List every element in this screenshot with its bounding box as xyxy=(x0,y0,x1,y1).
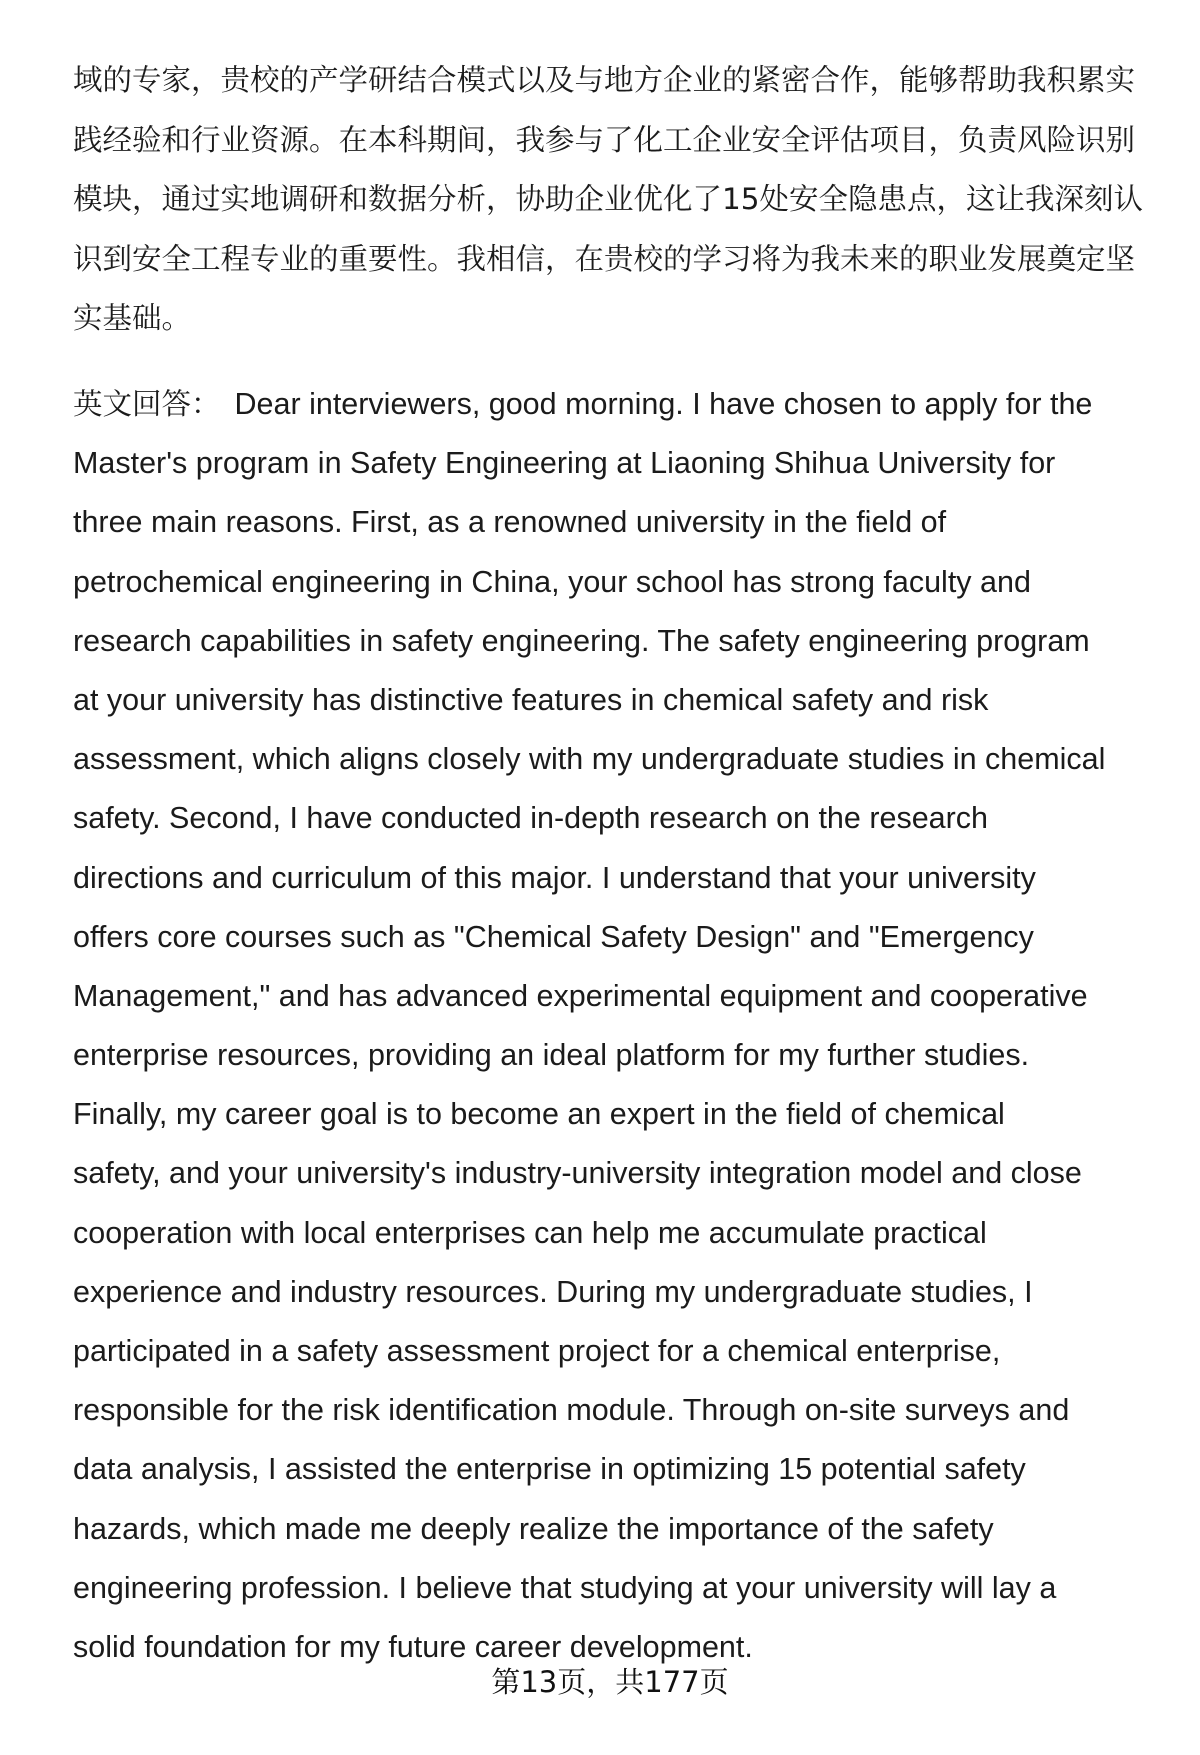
paragraph-line: safety, and your university's industry-university integration model and close xyxy=(73,1156,1082,1191)
paragraph-line: hazards, which made me deeply realize the importance of the safety xyxy=(73,1511,994,1546)
paragraph-line: Finally, my career goal is to become an expert in the field of chemical xyxy=(73,1097,1005,1132)
paragraph-line: data analysis, I assisted the enterprise in optimizing 15 potential safety xyxy=(73,1452,1026,1487)
paragraph-line: Management," and has advanced experimental equipment and cooperative xyxy=(73,978,1088,1013)
paragraph-line: experience and industry resources. During my undergraduate studies, I xyxy=(73,1274,1033,1309)
paragraph-line: directions and curriculum of this major. I understand that your university xyxy=(73,860,1036,895)
paragraph-line: 域的专家，贵校的产学研结合模式以及与地方企业的紧密合作，能够帮助我积累实 xyxy=(73,63,1136,97)
paragraph-line: research capabilities in safety engineering. The safety engineering program xyxy=(73,623,1090,658)
paragraph-line: participated in a safety assessment project for a chemical enterprise, xyxy=(73,1334,1001,1368)
paragraph-line: responsible for the risk identification module. Through on-site surveys and xyxy=(73,1393,1070,1428)
paragraph-line: three main reasons. First, as a renowned university in the field of xyxy=(73,505,947,540)
paragraph-line: 识到安全工程专业的重要性。我相信，在贵校的学习将为我未来的职业发展奠定坚 xyxy=(73,241,1136,276)
page-number: 第13页，共177页 xyxy=(491,1665,729,1699)
paragraph-line: at your university has distinctive features in chemical safety and risk xyxy=(73,682,989,717)
paragraph-line: engineering profession. I believe that studying at your university will lay a xyxy=(73,1570,1057,1605)
english-answer-paragraph xyxy=(73,375,1163,1677)
paragraph-line: Master's program in Safety Engineering at Liaoning Shihua University for xyxy=(73,446,1056,481)
paragraph-line: cooperation with local enterprises can help me accumulate practical xyxy=(73,1215,987,1250)
chinese-answer-paragraph xyxy=(73,51,1163,349)
english-answer-label: 英文回答： xyxy=(73,387,221,421)
paragraph-line-text: Dear interviewers, good morning. I have chosen to apply for the xyxy=(234,387,1093,421)
paragraph-line: assessment, which aligns closely with my undergraduate studies in chemical xyxy=(73,742,1106,777)
paragraph-line: 模块，通过实地调研和数据分析，协助企业优化了15处安全隐患点，这让我深刻认 xyxy=(73,182,1144,216)
paragraph-line: 实基础。 xyxy=(73,301,192,335)
paragraph-line-first xyxy=(73,375,1163,434)
paragraph-line: 践经验和行业资源。在本科期间，我参与了化工企业安全评估项目，负责风险识别 xyxy=(73,122,1136,157)
paragraph-line: solid foundation for my future career development. xyxy=(73,1629,753,1664)
paragraph-line: offers core courses such as "Chemical Safety Design" and "Emergency xyxy=(73,919,1034,954)
paragraph-line: petrochemical engineering in China, your school has strong faculty and xyxy=(73,564,1031,599)
paragraph-line: enterprise resources, providing an ideal platform for my further studies. xyxy=(73,1038,1030,1073)
paragraph-line: safety. Second, I have conducted in-depth research on the research xyxy=(73,801,988,836)
